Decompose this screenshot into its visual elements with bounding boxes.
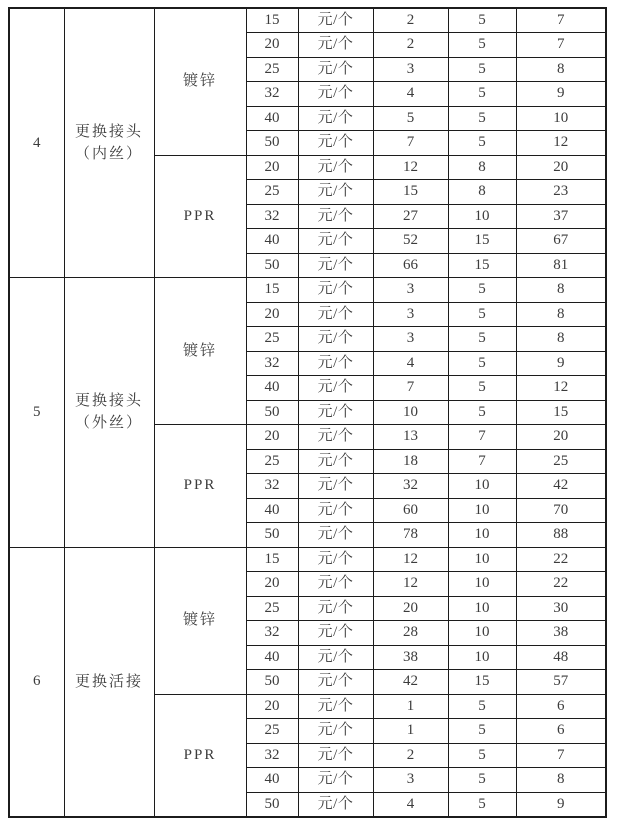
cell-size: 50 [246, 131, 298, 156]
cell-value-2: 10 [448, 474, 516, 499]
item-line: 更换活接 [74, 673, 143, 690]
cell-value-2: 10 [448, 498, 516, 523]
cell-value-3: 22 [516, 547, 606, 572]
cell-size: 50 [246, 523, 298, 548]
cell-value-1: 3 [373, 327, 448, 352]
cell-value-2: 5 [448, 82, 516, 107]
cell-value-1: 42 [373, 670, 448, 695]
cell-value-1: 3 [373, 302, 448, 327]
cell-unit: 元/个 [298, 670, 373, 695]
cell-size: 50 [246, 253, 298, 278]
cell-value-2: 5 [448, 351, 516, 376]
cell-unit: 元/个 [298, 33, 373, 58]
cell-unit: 元/个 [298, 180, 373, 205]
cell-size: 50 [246, 400, 298, 425]
cell-value-3: 81 [516, 253, 606, 278]
cell-value-2: 5 [448, 694, 516, 719]
cell-size: 20 [246, 302, 298, 327]
cell-size: 15 [246, 278, 298, 303]
cell-value-2: 5 [448, 33, 516, 58]
cell-value-1: 3 [373, 57, 448, 82]
cell-unit: 元/个 [298, 155, 373, 180]
cell-size: 20 [246, 155, 298, 180]
cell-unit: 元/个 [298, 400, 373, 425]
cell-value-1: 10 [373, 400, 448, 425]
cell-value-3: 22 [516, 572, 606, 597]
cell-value-1: 4 [373, 351, 448, 376]
cell-value-3: 7 [516, 33, 606, 58]
cell-value-1: 3 [373, 768, 448, 793]
cell-unit: 元/个 [298, 743, 373, 768]
cell-value-1: 12 [373, 547, 448, 572]
cell-unit: 元/个 [298, 498, 373, 523]
cell-value-1: 5 [373, 106, 448, 131]
cell-value-1: 2 [373, 33, 448, 58]
cell-value-3: 7 [516, 8, 606, 33]
cell-value-2: 8 [448, 180, 516, 205]
cell-size: 40 [246, 376, 298, 401]
cell-unit: 元/个 [298, 302, 373, 327]
cell-unit: 元/个 [298, 376, 373, 401]
cell-value-3: 6 [516, 719, 606, 744]
cell-value-1: 12 [373, 572, 448, 597]
cell-size: 32 [246, 204, 298, 229]
cell-unit: 元/个 [298, 425, 373, 450]
cell-value-3: 8 [516, 278, 606, 303]
cell-unit: 元/个 [298, 327, 373, 352]
cell-size: 20 [246, 694, 298, 719]
cell-value-3: 6 [516, 694, 606, 719]
cell-value-2: 5 [448, 327, 516, 352]
cell-unit: 元/个 [298, 82, 373, 107]
cell-material: PPR [154, 155, 246, 278]
cell-size: 32 [246, 474, 298, 499]
cell-value-2: 15 [448, 253, 516, 278]
cell-value-2: 10 [448, 204, 516, 229]
cell-value-3: 30 [516, 596, 606, 621]
cell-value-2: 10 [448, 547, 516, 572]
cell-unit: 元/个 [298, 351, 373, 376]
cell-size: 50 [246, 792, 298, 817]
cell-value-1: 15 [373, 180, 448, 205]
cell-unit: 元/个 [298, 449, 373, 474]
cell-size: 20 [246, 425, 298, 450]
cell-size: 32 [246, 351, 298, 376]
cell-value-1: 27 [373, 204, 448, 229]
cell-value-3: 8 [516, 57, 606, 82]
item-line: 更换接头 [74, 393, 143, 410]
cell-size: 40 [246, 645, 298, 670]
cell-value-1: 3 [373, 278, 448, 303]
cell-value-3: 57 [516, 670, 606, 695]
cell-value-2: 10 [448, 596, 516, 621]
table-row [9, 547, 606, 572]
cell-value-3: 12 [516, 131, 606, 156]
cell-value-3: 37 [516, 204, 606, 229]
cell-value-3: 42 [516, 474, 606, 499]
cell-value-2: 5 [448, 106, 516, 131]
cell-unit: 元/个 [298, 596, 373, 621]
cell-value-1: 78 [373, 523, 448, 548]
cell-size: 15 [246, 547, 298, 572]
cell-value-1: 2 [373, 743, 448, 768]
cell-value-1: 52 [373, 229, 448, 254]
cell-value-1: 4 [373, 792, 448, 817]
price-table [8, 7, 607, 818]
cell-value-3: 9 [516, 82, 606, 107]
cell-value-3: 23 [516, 180, 606, 205]
cell-size: 40 [246, 106, 298, 131]
cell-value-2: 15 [448, 229, 516, 254]
cell-item [64, 547, 154, 817]
cell-material: 镀锌 [154, 547, 246, 694]
cell-size: 25 [246, 596, 298, 621]
cell-unit: 元/个 [298, 547, 373, 572]
cell-value-1: 18 [373, 449, 448, 474]
cell-value-3: 15 [516, 400, 606, 425]
item-line: （内丝） [74, 146, 143, 162]
cell-seq: 6 [9, 547, 64, 817]
cell-size: 25 [246, 327, 298, 352]
cell-size: 32 [246, 621, 298, 646]
cell-material: PPR [154, 425, 246, 548]
cell-value-1: 7 [373, 131, 448, 156]
cell-value-1: 20 [373, 596, 448, 621]
cell-value-2: 5 [448, 302, 516, 327]
cell-unit: 元/个 [298, 523, 373, 548]
cell-unit: 元/个 [298, 694, 373, 719]
cell-size: 25 [246, 449, 298, 474]
cell-size: 50 [246, 670, 298, 695]
cell-value-3: 8 [516, 327, 606, 352]
cell-unit: 元/个 [298, 131, 373, 156]
cell-value-3: 9 [516, 351, 606, 376]
cell-size: 20 [246, 572, 298, 597]
cell-value-1: 2 [373, 8, 448, 33]
cell-value-2: 7 [448, 449, 516, 474]
cell-unit: 元/个 [298, 57, 373, 82]
cell-value-3: 8 [516, 302, 606, 327]
cell-value-1: 12 [373, 155, 448, 180]
cell-value-2: 5 [448, 400, 516, 425]
cell-value-2: 10 [448, 572, 516, 597]
cell-unit: 元/个 [298, 106, 373, 131]
cell-unit: 元/个 [298, 572, 373, 597]
cell-value-3: 48 [516, 645, 606, 670]
cell-unit: 元/个 [298, 768, 373, 793]
cell-unit: 元/个 [298, 253, 373, 278]
cell-unit: 元/个 [298, 278, 373, 303]
cell-value-2: 5 [448, 376, 516, 401]
cell-seq: 5 [9, 278, 64, 548]
cell-unit: 元/个 [298, 474, 373, 499]
cell-unit: 元/个 [298, 719, 373, 744]
cell-value-3: 12 [516, 376, 606, 401]
cell-value-3: 38 [516, 621, 606, 646]
item-line: 更换接头 [74, 124, 143, 140]
cell-value-3: 25 [516, 449, 606, 474]
cell-value-2: 5 [448, 719, 516, 744]
cell-value-1: 38 [373, 645, 448, 670]
cell-size: 20 [246, 33, 298, 58]
cell-value-2: 8 [448, 155, 516, 180]
cell-value-2: 5 [448, 768, 516, 793]
cell-seq: 4 [9, 8, 64, 278]
cell-value-1: 13 [373, 425, 448, 450]
cell-value-1: 7 [373, 376, 448, 401]
cell-value-2: 5 [448, 278, 516, 303]
cell-value-2: 5 [448, 131, 516, 156]
cell-size: 40 [246, 229, 298, 254]
cell-unit: 元/个 [298, 792, 373, 817]
cell-value-2: 5 [448, 57, 516, 82]
cell-value-2: 7 [448, 425, 516, 450]
cell-value-2: 5 [448, 8, 516, 33]
cell-value-2: 10 [448, 523, 516, 548]
cell-value-3: 70 [516, 498, 606, 523]
cell-value-3: 67 [516, 229, 606, 254]
cell-size: 40 [246, 498, 298, 523]
cell-value-2: 15 [448, 670, 516, 695]
cell-value-3: 88 [516, 523, 606, 548]
cell-value-3: 9 [516, 792, 606, 817]
cell-unit: 元/个 [298, 229, 373, 254]
cell-value-1: 28 [373, 621, 448, 646]
cell-unit: 元/个 [298, 204, 373, 229]
price-table-body [9, 8, 606, 817]
cell-material: PPR [154, 694, 246, 817]
cell-value-1: 4 [373, 82, 448, 107]
cell-value-1: 32 [373, 474, 448, 499]
cell-material: 镀锌 [154, 8, 246, 155]
cell-size: 32 [246, 743, 298, 768]
cell-value-3: 8 [516, 768, 606, 793]
cell-unit: 元/个 [298, 8, 373, 33]
table-row [9, 278, 606, 303]
cell-value-1: 1 [373, 694, 448, 719]
cell-value-2: 5 [448, 743, 516, 768]
cell-value-2: 10 [448, 645, 516, 670]
cell-value-1: 1 [373, 719, 448, 744]
table-row [9, 8, 606, 33]
cell-value-2: 5 [448, 792, 516, 817]
cell-size: 15 [246, 8, 298, 33]
cell-unit: 元/个 [298, 645, 373, 670]
cell-value-3: 10 [516, 106, 606, 131]
cell-size: 25 [246, 57, 298, 82]
cell-value-2: 10 [448, 621, 516, 646]
cell-value-3: 7 [516, 743, 606, 768]
cell-value-1: 60 [373, 498, 448, 523]
cell-value-1: 66 [373, 253, 448, 278]
cell-value-3: 20 [516, 425, 606, 450]
item-line: （外丝） [74, 415, 143, 432]
cell-value-3: 20 [516, 155, 606, 180]
cell-size: 40 [246, 768, 298, 793]
cell-material: 镀锌 [154, 278, 246, 425]
cell-size: 32 [246, 82, 298, 107]
cell-item [64, 278, 154, 548]
cell-unit: 元/个 [298, 621, 373, 646]
cell-size: 25 [246, 719, 298, 744]
cell-size: 25 [246, 180, 298, 205]
cell-item [64, 8, 154, 278]
